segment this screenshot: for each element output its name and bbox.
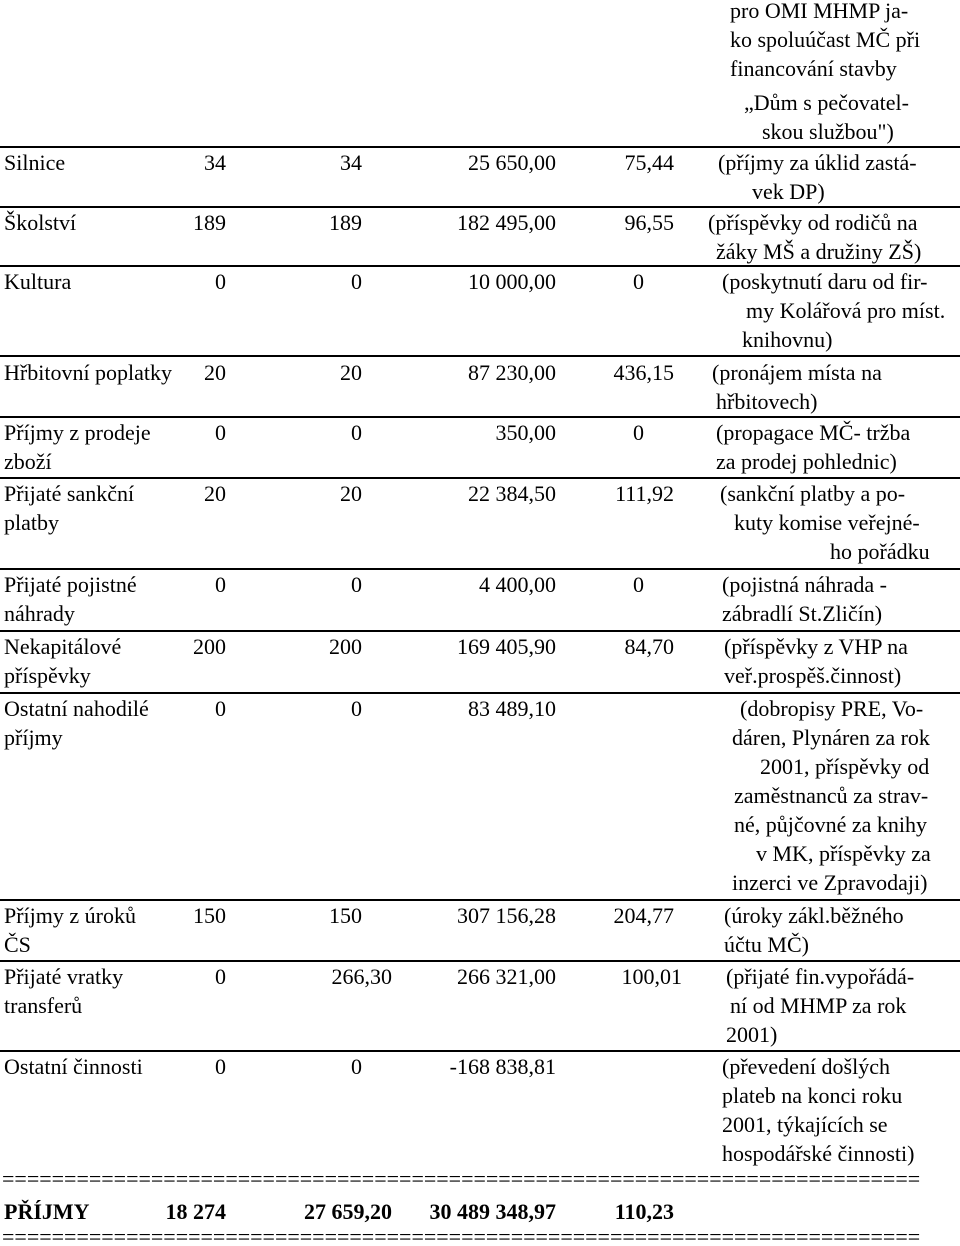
row-name: Silnice [4, 150, 66, 175]
cell-col-d: 436,15 [613, 360, 674, 385]
row-name: Příjmy z úroků [4, 903, 136, 928]
row-name: Přijaté vratky [4, 964, 124, 989]
row-note-line: (přijaté fin.vypořádá- [726, 964, 915, 989]
row-name: Nekapitálové [4, 634, 122, 659]
cell-col-a: 200 [193, 634, 226, 659]
cell-col-b: 34 [340, 150, 362, 175]
cell-col-c: 87 230,00 [468, 360, 556, 385]
cell-col-b: 0 [351, 420, 362, 445]
top-note-line-1: pro OMI MHMP ja- [730, 0, 909, 23]
total-col-a: 18 274 [165, 1199, 226, 1224]
cell-col-c: 169 405,90 [457, 634, 556, 659]
cell-col-b: 20 [340, 481, 362, 506]
cell-col-a: 0 [215, 420, 226, 445]
cell-col-a: 34 [204, 150, 226, 175]
row-note-line: v MK, příspěvky za [756, 841, 931, 866]
cell-col-a: 0 [215, 964, 226, 989]
row-name: Kultura [4, 269, 72, 294]
cell-col-a: 0 [215, 269, 226, 294]
row-note-line: (dobropisy PRE, Vo- [740, 696, 924, 721]
total-label: PŘÍJMY [4, 1199, 90, 1224]
double-rule-separator: ========================================================================== [2, 1170, 921, 1188]
row-note-line: (převedení došlých [722, 1054, 890, 1079]
row-note-line: hřbitovech) [716, 389, 818, 414]
row-note-line: plateb na konci roku [722, 1083, 903, 1108]
cell-col-b: 0 [351, 572, 362, 597]
row-note-line: žáky MŠ a družiny ZŠ) [716, 239, 922, 264]
row-note-line: za prodej pohlednic) [716, 449, 897, 474]
row-note-line: 2001, týkajících se [722, 1112, 888, 1137]
row-note-line: dáren, Plynáren za rok [732, 725, 930, 750]
cell-col-d: 0 [633, 420, 644, 445]
cell-col-d: 96,55 [624, 210, 674, 235]
row-note-line: 2001, příspěvky od [760, 754, 930, 779]
cell-col-c: 22 384,50 [468, 481, 556, 506]
cell-col-c: 307 156,28 [457, 903, 556, 928]
row-name: ČS [4, 932, 31, 957]
cell-col-c: 350,00 [495, 420, 556, 445]
cell-col-b: 0 [351, 1054, 362, 1079]
cell-col-c: 266 321,00 [457, 964, 556, 989]
row-name: Přijaté pojistné [4, 572, 137, 597]
cell-col-c: 83 489,10 [468, 696, 556, 721]
top-note-line-2: ko spoluúčast MČ při [730, 27, 921, 52]
cell-col-d: 111,92 [615, 481, 674, 506]
cell-col-c: 10 000,00 [468, 269, 556, 294]
row-note-line: né, půjčovné za knihy [734, 812, 928, 837]
top-note-line-5: skou službou") [762, 119, 894, 144]
row-note-line: (příjmy za úklid zastá- [718, 150, 917, 175]
row-divider [0, 355, 960, 357]
row-name: příspěvky [4, 663, 91, 688]
cell-col-d: 0 [633, 572, 644, 597]
row-name: příjmy [4, 725, 63, 750]
cell-col-c: -168 838,81 [449, 1054, 556, 1079]
row-name: transferů [4, 993, 83, 1018]
cell-col-b: 266,30 [331, 964, 392, 989]
row-note-line: vek DP) [752, 179, 825, 204]
cell-col-a: 0 [215, 696, 226, 721]
cell-col-d: 204,77 [613, 903, 674, 928]
top-note-line-4: „Dům s pečovatel- [744, 90, 909, 115]
cell-col-a: 20 [204, 481, 226, 506]
row-note-line: inzerci ve Zpravodaji) [732, 870, 928, 895]
row-name: Ostatní nahodilé [4, 696, 149, 721]
cell-col-b: 0 [351, 269, 362, 294]
row-note-line: (propagace MČ- tržba [716, 420, 911, 445]
cell-col-a: 0 [215, 572, 226, 597]
row-note-line: my Kolářová pro míst. [746, 298, 946, 323]
row-note-line: kuty komise veřejné- [734, 510, 920, 535]
row-note-line: ho pořádku [830, 539, 930, 564]
cell-col-d: 0 [633, 269, 644, 294]
row-note-line: 2001) [726, 1022, 778, 1047]
cell-col-b: 0 [351, 696, 362, 721]
row-note-line: (poskytnutí daru od fir- [722, 269, 928, 294]
row-note-line: knihovnu) [742, 327, 833, 352]
row-name: Školství [4, 210, 77, 235]
row-note-line: (pojistná náhrada - [722, 572, 887, 597]
cell-col-c: 182 495,00 [457, 210, 556, 235]
cell-col-b: 150 [329, 903, 362, 928]
row-note-line: (příspěvky od rodičů na [708, 210, 918, 235]
total-col-c: 30 489 348,97 [429, 1199, 556, 1224]
row-note-line: ní od MHMP za rok [730, 993, 907, 1018]
cell-col-a: 20 [204, 360, 226, 385]
row-note-line: účtu MČ) [724, 932, 809, 957]
row-note-line: zábradlí St.Zličín) [722, 601, 883, 626]
row-note-line: veř.prospěš.činnost) [724, 663, 902, 688]
row-name: zboží [4, 449, 52, 474]
cell-col-b: 189 [329, 210, 362, 235]
row-name: Ostatní činnosti [4, 1054, 143, 1079]
cell-col-a: 189 [193, 210, 226, 235]
cell-col-a: 0 [215, 1054, 226, 1079]
cell-col-c: 4 400,00 [479, 572, 556, 597]
cell-col-a: 150 [193, 903, 226, 928]
row-note-line: hospodářské činnosti) [722, 1141, 915, 1166]
row-note-line: (pronájem místa na [712, 360, 882, 385]
row-note-line: (příspěvky z VHP na [724, 634, 908, 659]
top-note-line-3: financování stavby [730, 56, 897, 81]
row-note-line: zaměstnanců za strav- [734, 783, 929, 808]
cell-col-b: 20 [340, 360, 362, 385]
cell-col-c: 25 650,00 [468, 150, 556, 175]
row-name: Hřbitovní poplatky [4, 360, 173, 385]
row-name: Přijaté sankční [4, 481, 135, 506]
cell-col-b: 200 [329, 634, 362, 659]
cell-col-d: 75,44 [624, 150, 674, 175]
row-name: náhrady [4, 601, 75, 626]
row-name: platby [4, 510, 59, 535]
total-col-d: 110,23 [614, 1199, 674, 1224]
cell-col-d: 84,70 [624, 634, 674, 659]
total-col-b: 27 659,20 [304, 1199, 392, 1224]
cell-col-d: 100,01 [621, 964, 682, 989]
double-rule-separator-bottom: ========================================================================== [2, 1228, 921, 1246]
row-name: Příjmy z prodeje [4, 420, 151, 445]
row-note-line: (úroky zákl.běžného [724, 903, 904, 928]
row-note-line: (sankční platby a po- [720, 481, 906, 506]
